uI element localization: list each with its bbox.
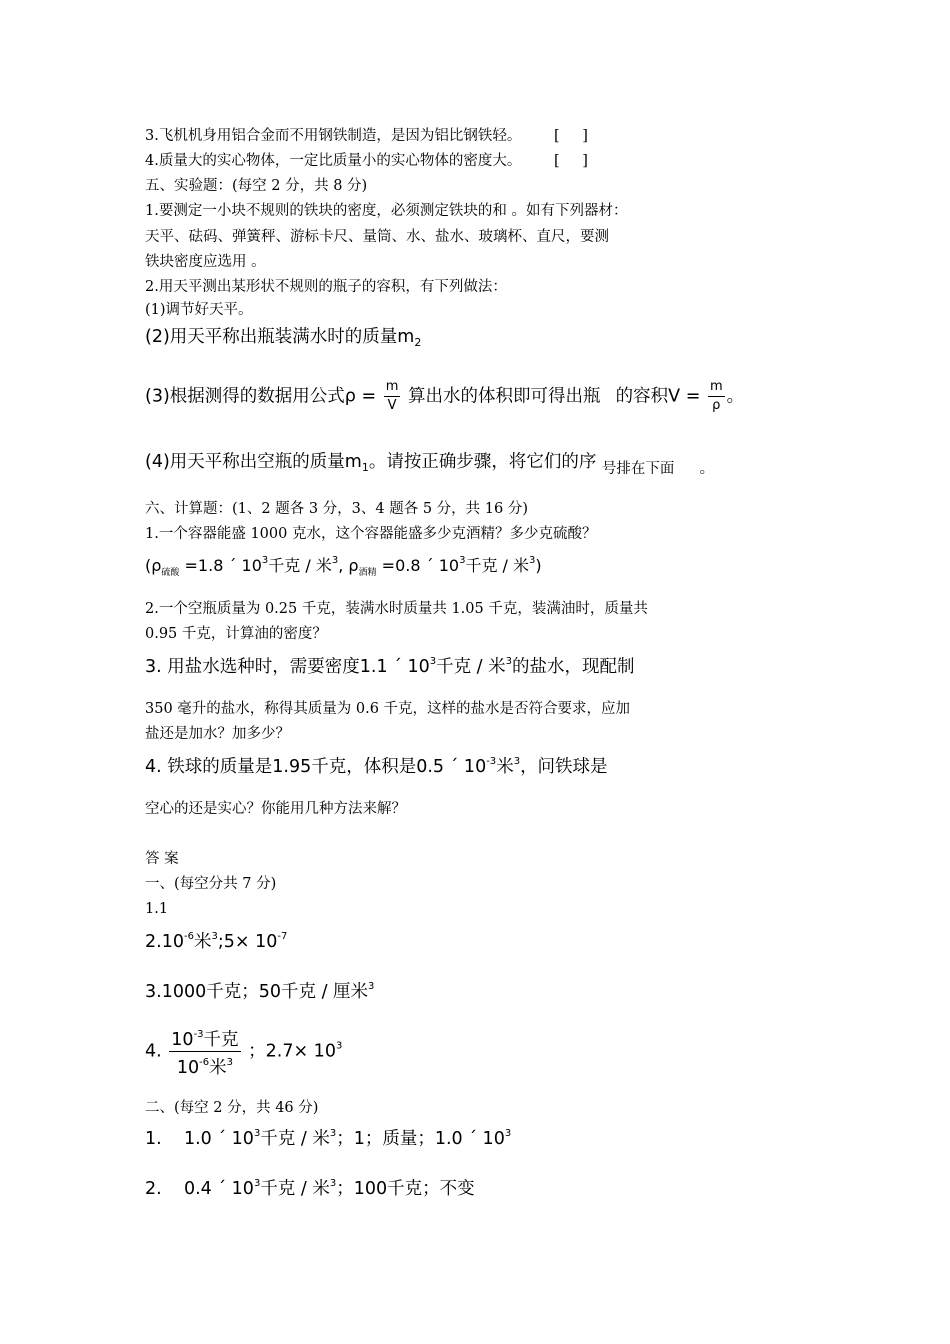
experiment-step4: (4)用天平称出空瓶的质量$m_1$。请按正确步骤，将它们的序 $_{号排在下面}$ $_。$: [145, 452, 715, 477]
density-fraction: $\frac{m}{V}$: [385, 379, 399, 413]
calc-q1-formula: ($\rho_{硫酸} =1.8$ ´ $10^3$千克 / 米$^3$, $\rho_{酒精} =0.8$ ´ $10^3$千克 / 米$^3$): [145, 555, 542, 578]
calc-q3-line2: 350 毫升的盐水，称得其质量为 0.6 千克，这样的盐水是否符合要求，应加: [145, 701, 631, 717]
answer-1-2: $2.10^{-6}$米$^3$;5× $10^{-7}$: [145, 931, 288, 952]
answer-2-2: 2. 0.4 ´ $10^3$千克 / 米$^3$；100千克；不变: [145, 1178, 475, 1199]
answers-section-2: 二、(每空 2 分，共 46 分): [145, 1100, 319, 1116]
experiment-q1-line3: 铁块密度应选用 。: [145, 254, 266, 270]
answer-1-4: 4. $\frac{10^{-3}千克}{10^{-6}米^3}$ ；$2.7\times 10^3$: [145, 1024, 342, 1079]
experiment-step2: (2)用天平称出瓶装满水时的质量$m_2$: [145, 327, 422, 349]
answers-section-1: 一、(每空分共 7 分): [145, 876, 277, 892]
answers-heading: 答 案: [145, 851, 179, 867]
experiment-step1: (1)调节好天平。: [145, 302, 253, 318]
answer-1-1: 1.1: [145, 901, 169, 917]
calc-q2-line2: 0.95 千克，计算油的密度？: [145, 626, 327, 642]
calc-q3-line3: 盐还是加水？加多少？: [145, 726, 290, 742]
calc-q3: 3. 用盐水选种时，需要密度1.1 ´ $10^3$千克 / 米$^3$的盐水，现配制: [145, 656, 635, 677]
volume-fraction: $\frac{m}{\rho}$: [709, 379, 723, 413]
calc-q1: 1.一个容器能盛 1000 克水，这个容器能盛多少克酒精？多少克硫酸？: [145, 526, 597, 542]
calc-q4: 4. 铁球的质量是1.95千克，体积是0.5 ´ $10^{-3}$米$^3$，问铁球是: [145, 756, 608, 777]
experiment-q1-line2: 天平、砝码、弹簧秤、游标卡尺、量筒、水、盐水、玻璃杯、直尺，要测: [145, 229, 609, 245]
experiment-q2-line1: 2.用天平测出某形状不规则的瓶子的容积，有下列做法：: [145, 279, 507, 295]
calc-q2-line1: 2.一个空瓶质量为 0.25 千克，装满水时质量共 1.05 千克，装满油时，质量共: [145, 601, 648, 617]
judge-q4: 4.质量大的实心物体，一定比质量小的实心物体的密度大。 [ ]: [145, 153, 588, 169]
experiment-q1-line1: 1.要测定一小块不规则的铁块的密度，必须测定铁块的和 。如有下列器材：: [145, 203, 628, 219]
experiment-step3: (3)根据测得的数据用公式ρ = $\frac{m}{V}$ 算出水的体积即可得出瓶 的容积V = $\frac{m}{\rho}$ 。: [145, 379, 745, 413]
answer-2-1: 1. 1.0 ´ $10^3$千克 / 米$^3$；1；质量；1.0 ´ $10^3$: [145, 1128, 512, 1149]
judge-q3: 3.飞机机身用铝合金而不用钢铁制造，是因为铝比钢铁轻。 [ ]: [145, 128, 588, 144]
calc-q4-line2: 空心的还是实心？你能用几种方法来解？: [145, 801, 406, 817]
experiment-heading: 五、实验题：(每空 2 分，共 8 分): [145, 178, 368, 194]
answer-1-3: 3.1000千克；50千克 / 厘米$^3$: [145, 981, 375, 1002]
calc-heading: 六、计算题：(1、2 题各 3 分，3、4 题各 5 分，共 16 分): [145, 501, 528, 517]
answer-density-fraction: $\frac{10^{-3}千克}{10^{-6}米^3}$: [169, 1024, 240, 1079]
